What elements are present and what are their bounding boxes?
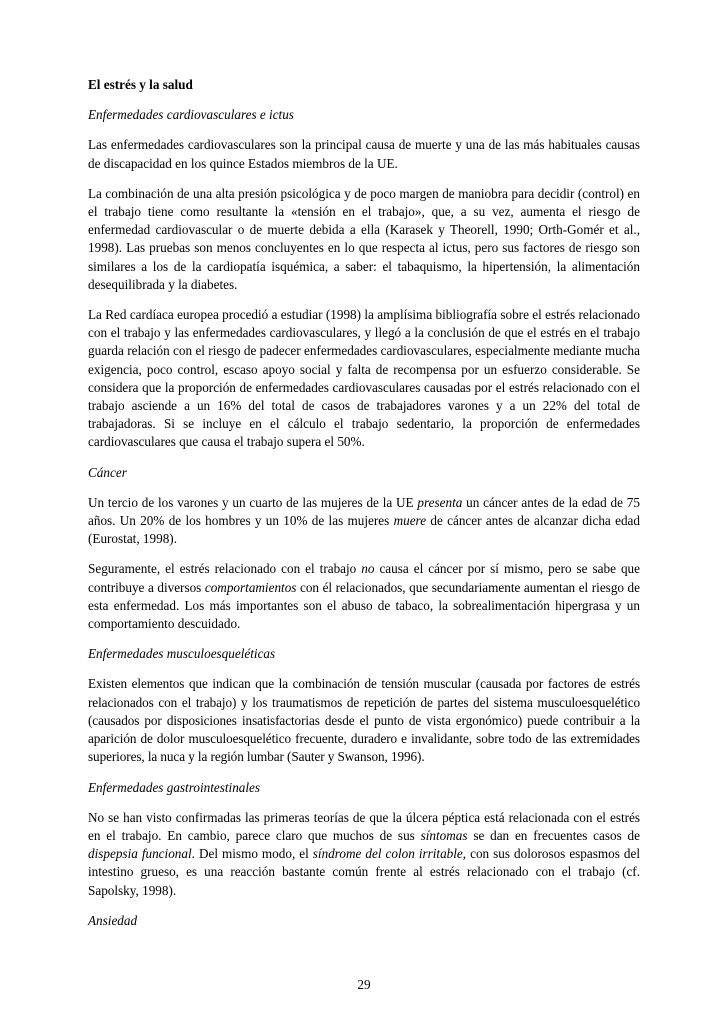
- section-heading: Enfermedades cardiovasculares e ictus: [88, 107, 294, 123]
- text-run: un cáncer antes de la edad de 75 años. Un 20% de los hombres y un 10% de las mujeres: [88, 494, 640, 529]
- section-heading: Enfermedades gastrointestinales: [88, 779, 261, 795]
- text-run: causa el cáncer por sí mismo, pero se sabe que contribuye a diversos: [88, 561, 640, 595]
- page-content: [88, 76, 640, 942]
- page-number: 29: [357, 977, 371, 992]
- paragraph: [88, 809, 640, 900]
- text-run: . Del mismo modo, el: [191, 846, 313, 862]
- text-run: Un tercio de los varones y un cuarto de las mujeres de la UE: [88, 494, 418, 510]
- section-heading: Cáncer: [88, 464, 127, 480]
- paragraph: [88, 560, 640, 633]
- document-title: El estrés y la salud: [88, 77, 193, 92]
- text-run: La Red cardíaca europea procedió a estudiar (1998) la amplísima bibliografía sobre el estrés relacionado con el trabajo y las enfermedades cardiovasculares, y llegó a la conclusión de que el estrés en el trabajo guarda relación con el riesgo de padecer enfermedades cardiovasculares, especialmente mediante mucha exigencia, poco control, escaso apoyo social y falta de recompensa por un esfuerzo considerable. Se considera que la proporción de enfermedades cardiovasculares causadas por el estrés relacionado con el trabajo asciende a un 16% del total de casos de trabajadores varones y a un 22% del total de trabajadoras. Si se incluye en el cálculo el trabajo sedentario, la proporción de enfermedades cardiovasculares que causa el trabajo supera el 50%.: [88, 307, 640, 450]
- section-heading: Ansiedad: [88, 912, 138, 928]
- text-run: , con sus dolorosos espasmos del intestino grueso, es una reacción bastante común frente al estrés relacionado con el trabajo (cf. Sapolsky, 1998).: [88, 846, 640, 898]
- emphasis: dispepsia funcional: [88, 846, 192, 862]
- paragraph: [88, 494, 640, 549]
- section-heading: Enfermedades musculoesqueléticas: [88, 646, 276, 662]
- paragraph: [88, 136, 640, 172]
- text-run: La combinación de una alta presión psicológica y de poco margen de maniobra para decidir (control) en el trabajo tiene como resultante la «tensión en el trabajo», que, a su vez, aumenta el riesgo de enfermedad cardiovascular o de muerte debida a ella (Karasek y Theorell, 1990; Orth-Gomér et al., 1998). Las pruebas son menos concluyentes en lo que respecta al ictus, pero sus factores de riesgo son similares a los de la cardiopatía isquémica, a saber: el tabaquismo, la hipertensión, la alimentación desequilibrada y la diabetes.: [88, 185, 640, 292]
- emphasis: no: [361, 561, 375, 577]
- text-run: Existen elementos que indican que la combinación de tensión muscular (causada por factores de estrés relacionados con el trabajo) y los traumatismos de repetición de partes del sistema musculoesquelético (causados por disposiciones insatisfactorias desde el punto de vista ergonómico) puede contribuir a la aparición de dolor musculoesquelético frecuente, duradero e invalidante, sobre todo de las extremidades superiores, la nuca y la región lumbar (Sauter y Swanson, 1996).: [88, 676, 640, 765]
- paragraph: [88, 675, 640, 766]
- text-run: No se han visto confirmadas las primeras teorías de que la úlcera péptica está relacionada con el estrés en el trabajo. En cambio, parece claro que muchos de sus: [88, 809, 640, 843]
- paragraph: [88, 185, 640, 294]
- emphasis: muere: [393, 513, 427, 529]
- text-run: Seguramente, el estrés relacionado con el trabajo: [88, 561, 362, 577]
- emphasis: comportamientos: [204, 579, 297, 595]
- text-run: de cáncer antes de alcanzar dicha edad (Eurostat, 1998).: [88, 513, 640, 547]
- emphasis: síntomas: [420, 827, 468, 843]
- paragraph: [88, 306, 640, 452]
- emphasis: síndrome del colon irritable: [312, 846, 463, 862]
- text-run: Las enfermedades cardiovasculares son la principal causa de muerte y una de las más habituales causas de discapacidad en los quince Estados miembros de la UE.: [88, 137, 640, 171]
- emphasis: presenta: [417, 494, 463, 510]
- text-run: con él relacionados, que secundariamente aumentan el riesgo de esta enfermedad. Los más importantes son el abuso de tabaco, la sobrealimentación hipergrasa y un comportamiento descuidado.: [88, 579, 640, 632]
- text-run: se dan en frecuentes casos de: [467, 827, 640, 843]
